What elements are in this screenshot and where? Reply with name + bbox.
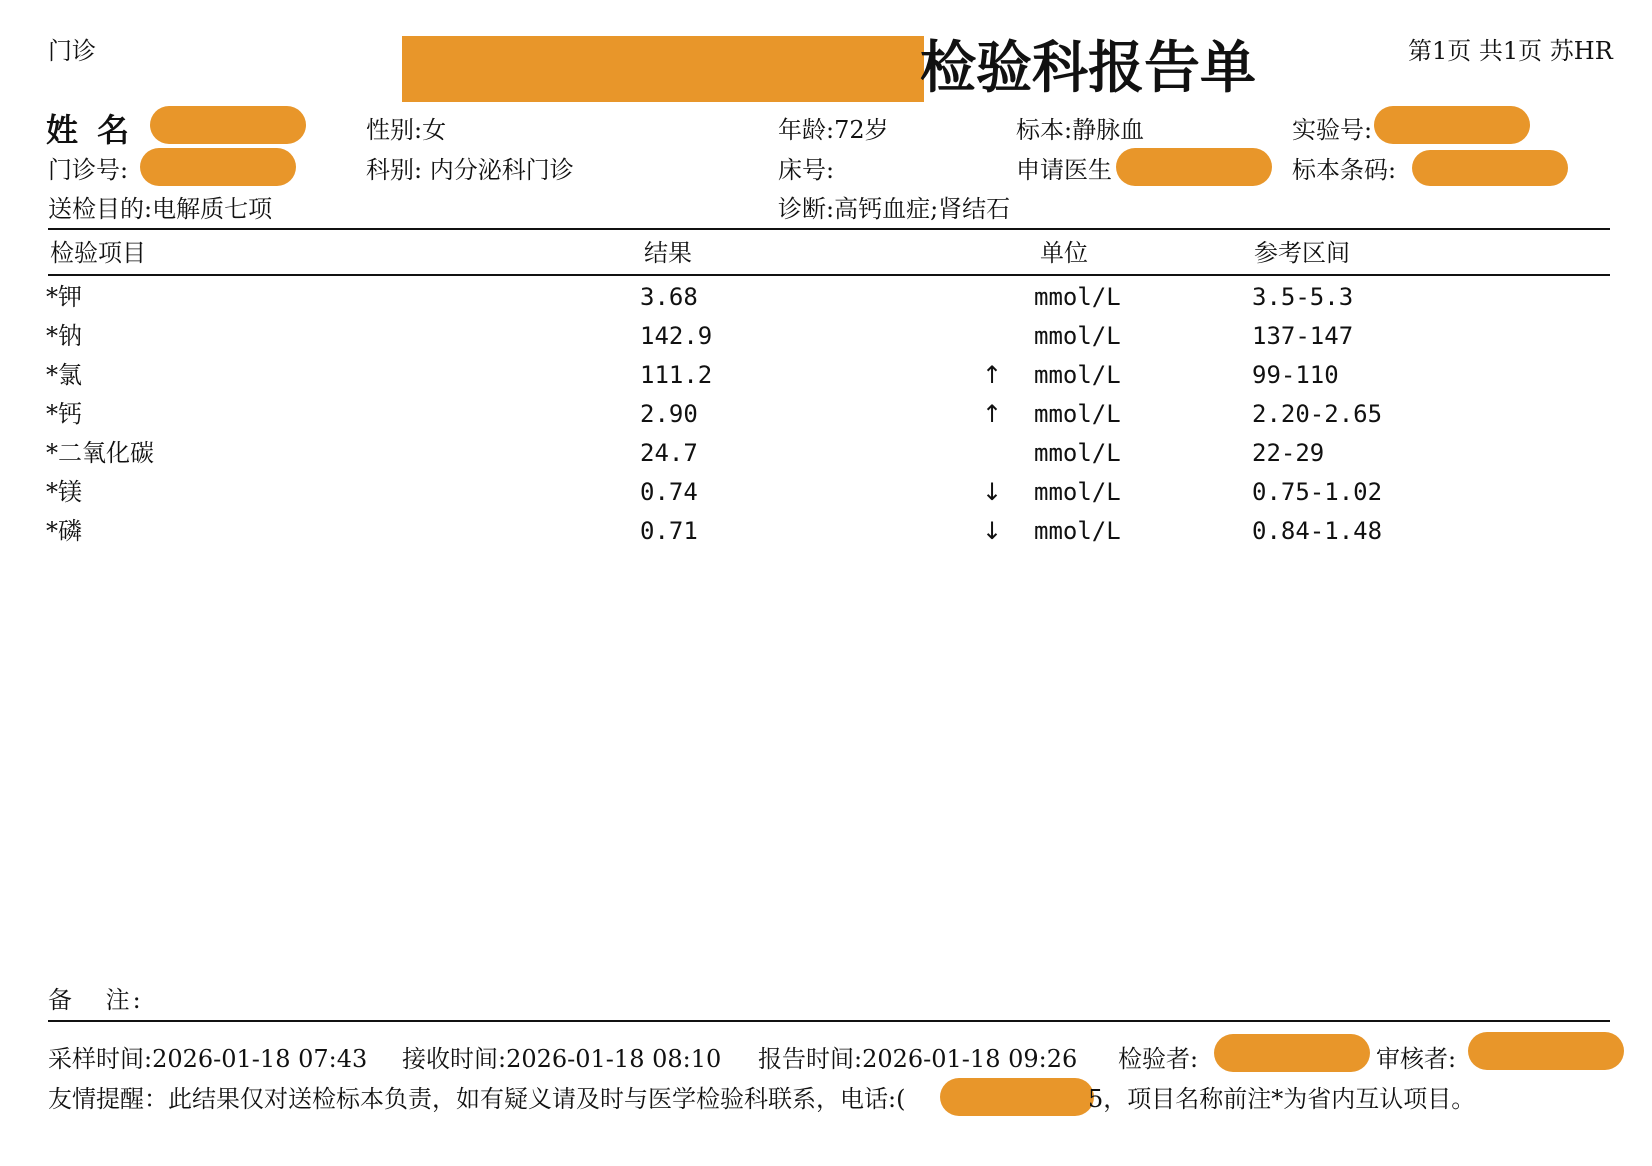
notice-text: 友情提醒：此结果仅对送检标本负责，如有疑义请及时与医学检验科联系，电话:(: [48, 1085, 906, 1113]
column-header-unit: 单位: [1040, 239, 1088, 267]
test-result-value: 111.2: [640, 361, 713, 389]
specimen-field: 标本:静脉血: [1016, 116, 1145, 144]
test-item-name: *二氧化碳: [46, 439, 154, 467]
barcode-label: 标本条码:: [1292, 156, 1397, 184]
table-row: [0, 277, 1652, 317]
reference-range: 2.20-2.65: [1252, 400, 1383, 428]
receive-time: 接收时间:2026-01-18 08:10: [402, 1045, 722, 1073]
column-header-range: 参考区间: [1254, 239, 1350, 267]
redaction-block: [402, 36, 924, 102]
report-time: 报告时间:2026-01-18 09:26: [758, 1045, 1078, 1073]
table-row: [0, 472, 1652, 512]
test-result-value: 3.68: [640, 283, 698, 311]
down-arrow-icon: ↓: [982, 478, 1003, 506]
divider: [48, 274, 1610, 276]
page-info: 第1页 共1页 苏HR: [1408, 37, 1613, 65]
column-header-item: 检验项目: [50, 239, 146, 267]
table-row: [0, 433, 1652, 473]
reference-range: 99-110: [1252, 361, 1339, 389]
down-arrow-icon: ↓: [982, 517, 1003, 545]
test-unit: mmol/L: [1034, 439, 1121, 467]
test-item-name: *钙: [46, 400, 82, 428]
sample-time: 采样时间:2026-01-18 07:43: [48, 1045, 368, 1073]
redaction-block: [1468, 1032, 1624, 1070]
redaction-block: [940, 1078, 1094, 1116]
up-arrow-icon: ↑: [982, 361, 1003, 389]
redaction-block: [140, 148, 296, 186]
tester-label: 检验者:: [1118, 1045, 1199, 1073]
diagnosis: 诊断:高钙血症;肾结石: [778, 195, 1011, 223]
test-result-value: 24.7: [640, 439, 698, 467]
test-item-name: *钾: [46, 283, 82, 311]
test-result-value: 0.71: [640, 517, 698, 545]
lab-number-label: 实验号:: [1292, 116, 1373, 144]
redaction-block: [1412, 150, 1568, 186]
test-item-name: *氯: [46, 361, 82, 389]
test-result-value: 2.90: [640, 400, 698, 428]
test-purpose: 送检目的:电解质七项: [48, 195, 273, 223]
reviewer-label: 审核者:: [1376, 1045, 1457, 1073]
test-item-name: *磷: [46, 517, 82, 545]
redaction-block: [1214, 1034, 1370, 1072]
table-row: [0, 355, 1652, 395]
table-row: [0, 394, 1652, 434]
test-unit: mmol/L: [1034, 283, 1121, 311]
column-header-result: 结果: [644, 239, 692, 267]
test-unit: mmol/L: [1034, 361, 1121, 389]
redaction-block: [150, 106, 306, 144]
reference-range: 0.84-1.48: [1252, 517, 1383, 545]
doctor-label: 申请医生: [1016, 156, 1112, 184]
table-row: [0, 511, 1652, 551]
bed-number-label: 床号:: [778, 156, 835, 184]
age-field: 年龄:72岁: [778, 116, 889, 144]
table-row: [0, 316, 1652, 356]
redaction-block: [1374, 106, 1530, 144]
gender-field: 性别:女: [366, 116, 447, 144]
report-title: 检验科报告单: [920, 36, 1256, 101]
test-result-value: 0.74: [640, 478, 698, 506]
reference-range: 22-29: [1252, 439, 1325, 467]
redaction-block: [1116, 148, 1272, 186]
up-arrow-icon: ↑: [982, 400, 1003, 428]
notice-text-end: 5，项目名称前注*为省内互认项目。: [1088, 1085, 1476, 1113]
test-unit: mmol/L: [1034, 517, 1121, 545]
name-label: 姓 名: [46, 111, 134, 149]
outpatient-number-label: 门诊号:: [48, 156, 129, 184]
test-item-name: *镁: [46, 478, 82, 506]
test-result-value: 142.9: [640, 322, 713, 350]
divider: [48, 1020, 1610, 1022]
test-unit: mmol/L: [1034, 478, 1121, 506]
test-unit: mmol/L: [1034, 322, 1121, 350]
remarks-label: 备 注:: [48, 986, 144, 1014]
reference-range: 3.5-5.3: [1252, 283, 1354, 311]
clinic-type-label: 门诊: [48, 37, 96, 65]
test-unit: mmol/L: [1034, 400, 1121, 428]
test-item-name: *钠: [46, 322, 82, 350]
department-field: 科别: 内分泌科门诊: [366, 156, 574, 184]
reference-range: 137-147: [1252, 322, 1354, 350]
reference-range: 0.75-1.02: [1252, 478, 1383, 506]
divider: [48, 228, 1610, 230]
